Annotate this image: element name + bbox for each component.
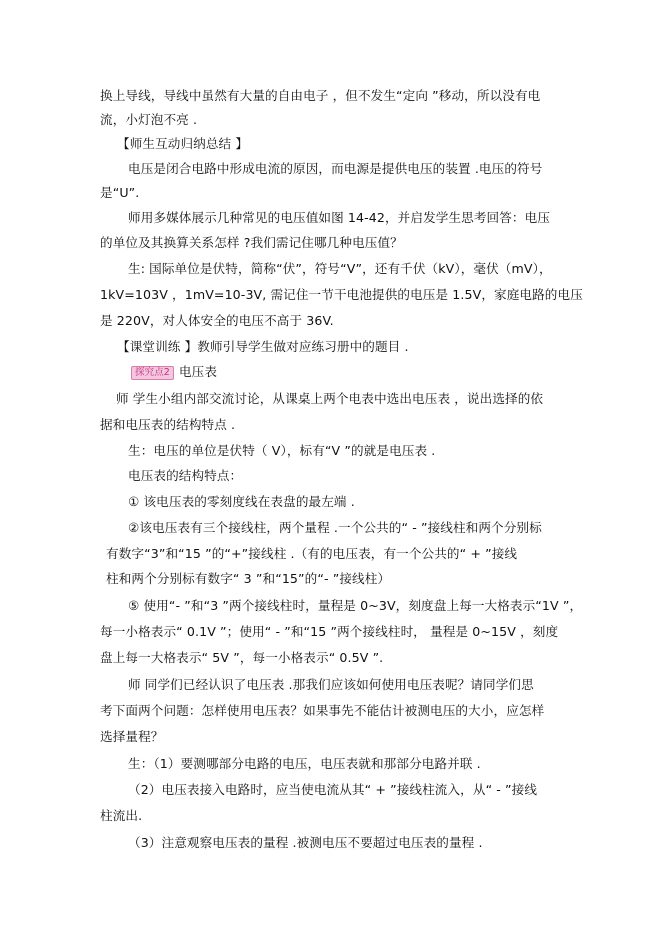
paragraph-line: 选择量程？ <box>100 729 164 744</box>
paragraph-line: （3）注意观察电压表的量程 .被测电压不要超过电压表的量程 . <box>128 835 483 850</box>
inquiry-point-badge: 探究点2 <box>131 366 174 380</box>
paragraph-line: 柱和两个分别标有数字“ 3 ”和“15”的“- ”接线柱） <box>106 571 391 586</box>
paragraph-line: （2）电压表接入电路时，应当使电流从其“ + ”接线柱流入，从“ - ”接线 <box>128 782 538 797</box>
subsection-title: 电压表 <box>178 364 218 379</box>
paragraph-line: 是 220V，对人体安全的电压不高于 36V. <box>100 313 334 328</box>
section-heading: 【师生互动归纳总结 】 <box>117 136 249 151</box>
paragraph-line: 柱流出. <box>100 808 143 823</box>
paragraph-line: 据和电压表的结构特点 . <box>100 417 236 432</box>
paragraph-line: 是“U”. <box>100 185 140 200</box>
section-heading: 【课堂训练 】教师引导学生做对应练习册中的题目 . <box>117 339 409 354</box>
paragraph-line: 考下面两个问题：怎样使用电压表？如果事先不能估计被测电压的大小，应怎样 <box>100 703 545 718</box>
paragraph-line: 换上导线，导线中虽然有大量的自由电子 ，但不发生“定向 ”移动，所以没有电 <box>100 88 541 103</box>
paragraph-line: 生: 国际单位是伏特，简称“伏”，符号“V”，还有千伏（kV），毫伏（mV）， <box>128 261 552 276</box>
paragraph-line: 盘上每一大格表示“ 5V ”，每一小格表示“ 0.5V ”. <box>100 650 384 665</box>
list-item: ① 该电压表的零刻度线在表盘的最左端 . <box>128 494 355 509</box>
paragraph-line: 电压表的结构特点： <box>128 468 243 483</box>
list-item: ⑤ 使用“- ”和“3 ”两个接线柱时，量程是 0~3V，刻度盘上每一大格表示“1V ”， <box>128 598 583 613</box>
paragraph-line: 流，小灯泡不亮 . <box>100 112 198 127</box>
paragraph-line: 1kV=103V ，1mV=10-3V, 需记住一节干电池提供的电压是 1.5V，家庭电路的电压 <box>100 287 583 302</box>
paragraph-line: 有数字“3”和“15 ”的“+”接线柱 .（有的电压表，有一个公共的“ + ”接线 <box>106 546 518 561</box>
paragraph-line: 生：（1）要测哪部分电路的电压，电压表就和那部分电路并联 . <box>128 756 481 771</box>
paragraph-line: 电压是闭合电路中形成电流的原因，而电源是提供电压的装置 .电压的符号 <box>128 161 543 176</box>
paragraph-line: 师 学生小组内部交流讨论，从课桌上两个电表中选出电压表 ，说出选择的依 <box>116 391 544 406</box>
paragraph-line: 师用多媒体展示几种常见的电压值如图 14-42，并启发学生思考回答：电压 <box>128 210 551 225</box>
subsection-heading <box>131 364 217 380</box>
paragraph-line: 每一小格表示“ 0.1V ”；使用“ - ”和“15 ”两个接线柱时， 量程是 0~15V ，刻度 <box>100 624 559 639</box>
list-item: ②该电压表有三个接线柱，两个量程 .一个公共的“ - ”接线柱和两个分别标 <box>128 520 542 535</box>
paragraph-line: 生：电压的单位是伏特（ V），标有“V ”的就是电压表 . <box>128 443 436 458</box>
paragraph-line: 的单位及其换算关系怎样 ?我们需记住哪几种电压值？ <box>100 235 403 250</box>
paragraph-line: 师 同学们已经认识了电压表 .那我们应该如何使用电压表呢？请同学们思 <box>128 677 534 692</box>
